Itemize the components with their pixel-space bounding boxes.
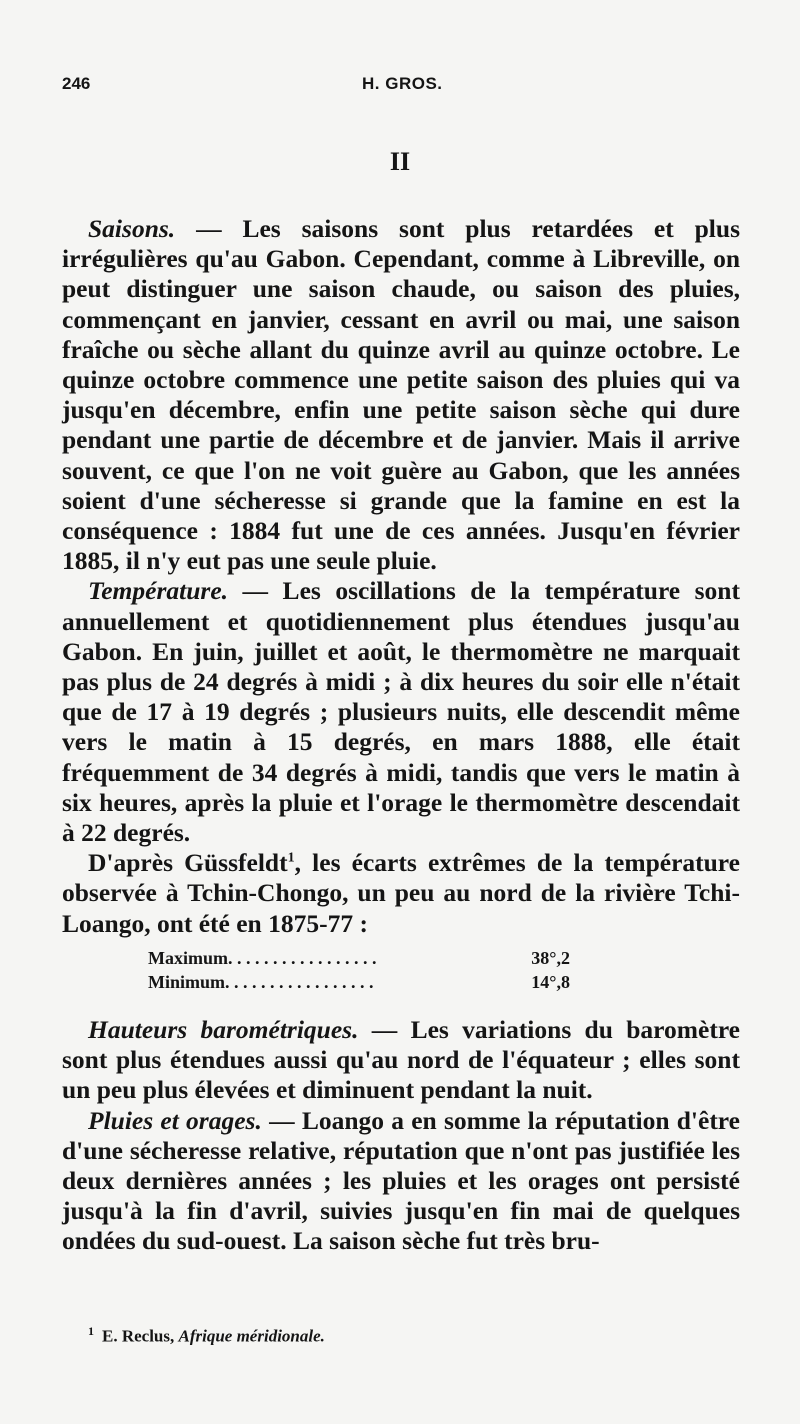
section-number: II [389,147,411,176]
text-gussfeldt-a: D'après Güssfeldt [88,848,288,878]
text-hauteurs: — Les variations du baromètre sont plus étendues aussi qu'au nord de l'équateur ; elles sont un peu plus élevées et diminuent pendant la nuit. [62,1015,740,1105]
page-header [62,74,738,102]
footnote-author: E. Reclus, [102,1326,179,1346]
footnote [88,1324,688,1347]
paragraph-pluies [62,1106,740,1257]
rubric-saisons: Saisons. [88,214,176,243]
paragraph-saisons [62,214,740,576]
paragraph-hauteurs [62,1015,740,1106]
measure-value: 38°,2 [531,948,570,968]
text-pluies: — Loango a en somme la réputation d'être d'une sécheresse relative, réputation que n'ont pas justifiée les deux dernières années ; les pluies et les orages ont persisté jusqu'à la fin d'avril, suivies jusqu'en fin mai de quelques ondées du sud-ouest. La saison sèche fut très bru- [62,1105,740,1256]
main-text-block-2 [62,1015,740,1257]
rubric-temperature: Température. [88,576,229,606]
measure-label: Minimum. . . . . . . . . . . . . . . . . [148,972,374,992]
rubric-pluies: Pluies et orages. [88,1105,262,1135]
text-gussfeldt-b: , les écarts extrêmes de la température observée à Tchin-Chongo, un peu au nord de la rivière Tchi-Loango, ont été en 1875-77 : [62,848,740,938]
measure-label: Maximum. . . . . . . . . . . . . . . . . [148,948,377,968]
text-saisons: — Les saisons sont plus retardées et plus irrégulières qu'au Gabon. Cependant, comme à Libreville, on peut distinguer une saison chaude, ou saison des pluies, commençant en janvier, cessant en avril ou mai, une saison fraîche ou sèche allant du quinze avril au quinze octobre. Le quinze octobre commence une petite saison des pluies qui va jusqu'en décembre, enfin une petite saison sèche qui dure pendant une partie de décembre et de janvier. Mais il arrive souvent, ce que l'on ne voit guère au Gabon, que les années soient d'une sécheresse si grande que la famine en est la conséquence : 1884 fut une de ces années. Jusqu'en février 1885, il n'y eut pas une seule pluie. [62,214,740,576]
text-temperature: — Les oscillations de la température sont annuellement et quotidiennement plus étendues jusqu'au Gabon. En juin, juillet et août, le thermomètre ne marquait pas plus de 24 degrés à midi ; à dix heures du soir elle n'était que de 17 à 19 degrés ; plusieurs nuits, elle descendit même vers le matin à 15 degrés, en mars 1888, elle était fréquemment de 34 degrés à midi, tandis que vers le matin à six heures, après la pluie et l'orage le thermomètre descendait à 22 degrés. [62,576,740,848]
main-text-block [62,214,740,939]
temperature-extremes-table [148,946,568,994]
running-head: H. GROS. [362,74,443,93]
measure-value: 14°,8 [531,972,570,992]
footnote-mark: 1 [88,1324,94,1338]
page-number: 246 [62,74,91,93]
measure-row-minimum [148,970,568,994]
paragraph-gussfeldt [62,848,740,939]
footnote-title: Afrique méridionale. [178,1326,325,1346]
rubric-hauteurs: Hauteurs barométriques. [88,1015,359,1044]
measure-row-maximum [148,946,568,970]
footnote-ref: 1 [287,850,295,866]
paragraph-temperature [62,576,740,848]
